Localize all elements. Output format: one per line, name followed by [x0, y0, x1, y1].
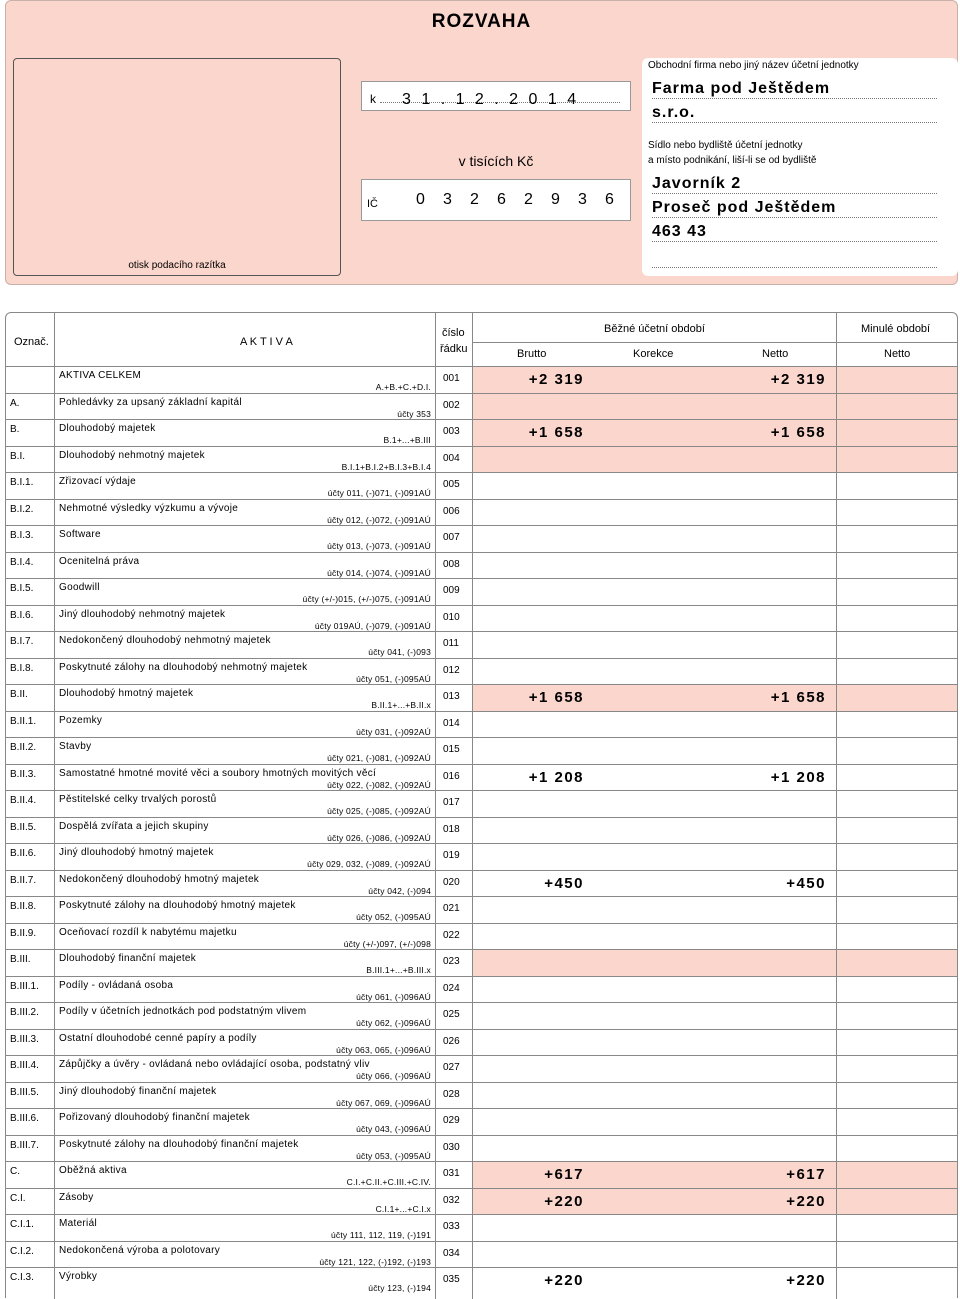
- table-row: [6, 446, 957, 473]
- table-row: [6, 896, 957, 923]
- table-row: [6, 552, 957, 579]
- row-number: 033: [443, 1221, 460, 1232]
- row-accounts: účty 123, (-)194: [368, 1283, 431, 1293]
- row-accounts: účty 029, 032, (-)089, (-)092AÚ: [307, 859, 431, 869]
- row-code: B.: [10, 424, 20, 435]
- ic-digit: 9: [551, 191, 560, 208]
- row-code: B.II.5.: [10, 821, 37, 833]
- row-code: B.I.7.: [10, 636, 34, 647]
- row-number: 025: [443, 1009, 460, 1020]
- netto-value[interactable]: +1 208: [770, 768, 826, 786]
- date-field[interactable]: [361, 81, 631, 111]
- row-number: 028: [443, 1088, 460, 1100]
- row-name: Zřizovací výdaje: [59, 476, 137, 487]
- row-name: Nedokončená výroba a polotovary: [59, 1244, 221, 1256]
- row-code: B.I.4.: [10, 556, 34, 568]
- row-code: B.II.2.: [10, 742, 37, 753]
- row-name: Jiný dlouhodobý hmotný majetek: [59, 847, 214, 858]
- row-accounts: B.II.1+...+B.II.x: [371, 700, 431, 710]
- col-netto: Netto: [762, 348, 789, 360]
- row-accounts: účty 042, (-)094: [368, 885, 431, 896]
- brutto-value[interactable]: +2 319: [528, 371, 584, 388]
- row-name: Poskytnuté zálohy na dlouhodobý nehmotný majetek: [59, 661, 308, 673]
- row-name: Materiál: [59, 1218, 97, 1229]
- row-number: 018: [443, 823, 460, 835]
- row-highlight: [472, 394, 957, 420]
- row-accounts: účty 022, (-)082, (-)092AÚ: [327, 779, 431, 790]
- table-row: [6, 605, 957, 632]
- row-code: B.III.2.: [10, 1007, 39, 1018]
- col-netto-prev: Netto: [884, 348, 911, 360]
- row-accounts: účty 031, (-)092AÚ: [356, 726, 431, 737]
- row-number: 031: [443, 1168, 460, 1179]
- row-number: 009: [443, 585, 460, 596]
- row-code: B.III.1.: [10, 980, 39, 992]
- brutto-value[interactable]: +1 208: [528, 768, 584, 786]
- table-row: [6, 923, 957, 950]
- row-accounts: účty 011, (-)071, (-)091AÚ: [327, 488, 431, 498]
- row-code: B.I.6.: [10, 609, 34, 621]
- row-code: B.II.8.: [10, 901, 37, 912]
- row-name: Dlouhodobý majetek: [59, 423, 156, 434]
- table-row: [6, 817, 957, 844]
- row-name: Pohledávky za upsaný základní kapitál: [59, 396, 242, 408]
- brutto-value[interactable]: +617: [544, 1166, 584, 1183]
- row-accounts: účty 041, (-)093: [368, 647, 431, 657]
- row-accounts: účty 026, (-)086, (-)092AÚ: [327, 832, 431, 843]
- firm-line-1[interactable]: Farma pod Ještědem: [652, 80, 937, 99]
- row-number: 015: [443, 744, 460, 755]
- table-row: [6, 658, 957, 685]
- row-name: Pozemky: [59, 714, 103, 726]
- col-aktiva: A K T I V A: [240, 336, 293, 348]
- col-divider: [435, 313, 436, 1299]
- row-accounts: účty 066, (-)096AÚ: [356, 1071, 431, 1081]
- ic-digit: 6: [497, 191, 506, 208]
- table-row: [6, 1267, 957, 1294]
- ic-field[interactable]: [361, 179, 631, 221]
- table-row: [6, 843, 957, 870]
- row-accounts: účty 121, 122, (-)192, (-)193: [319, 1256, 431, 1267]
- address-label-1: Sídlo nebo bydliště účetní jednotky: [648, 140, 803, 151]
- row-name: Podíly - ovládaná osoba: [59, 979, 174, 991]
- row-number: 002: [443, 399, 460, 411]
- table-row: [6, 711, 957, 738]
- ic-digits: [407, 191, 623, 209]
- row-number: 034: [443, 1247, 460, 1259]
- row-code: B.III.4.: [10, 1060, 39, 1071]
- brutto-value[interactable]: +220: [544, 1272, 584, 1289]
- col-minule: Minulé období: [861, 323, 931, 335]
- row-number: 020: [443, 876, 460, 888]
- row-highlight: [472, 447, 957, 473]
- row-code: B.I.3.: [10, 530, 34, 541]
- col-bezne: Běžné účetní období: [604, 323, 705, 335]
- row-number: 006: [443, 505, 460, 517]
- row-accounts: B.III.1+...+B.III.x: [366, 965, 431, 975]
- row-name: Zásoby: [59, 1191, 94, 1203]
- row-number: 029: [443, 1115, 460, 1126]
- row-accounts: A.+B.+C.+D.I.: [375, 382, 431, 392]
- row-code: B.II.9.: [10, 927, 37, 939]
- brutto-value[interactable]: +1 658: [528, 689, 584, 706]
- row-name: Oceňovací rozdíl k nabytému majetku: [59, 926, 237, 938]
- table-row: [6, 1055, 957, 1082]
- balance-sheet-table: [5, 312, 958, 1298]
- table-row: [6, 764, 957, 791]
- col-korekce: Korekce: [633, 348, 674, 360]
- row-accounts: účty (+/-)097, (+/-)098: [343, 938, 431, 949]
- row-number: 013: [443, 691, 460, 702]
- row-name: Poskytnuté zálohy na dlouhodobý hmotný majetek: [59, 900, 296, 911]
- row-name: Zápůjčky a úvěry - ovládaná nebo ovládající osoba, podstatný vliv: [59, 1059, 370, 1070]
- row-code: B.II.6.: [10, 848, 37, 859]
- brutto-value[interactable]: +1 658: [528, 424, 584, 441]
- table-row: [6, 684, 957, 711]
- row-name: Dlouhodobý hmotný majetek: [59, 688, 194, 699]
- row-accounts: účty 353: [397, 408, 431, 419]
- stamp-label: otisk podacího razítka: [128, 260, 226, 271]
- row-code: B.I.8.: [10, 662, 34, 674]
- table-row: [6, 1214, 957, 1241]
- row-code: B.II.7.: [10, 874, 37, 886]
- row-name: Nehmotné výsledky výzkumu a vývoje: [59, 502, 239, 514]
- row-name: Stavby: [59, 741, 92, 752]
- table-row: [6, 393, 957, 420]
- date-value: 3 1 . 1 2 . 2 0 1 4: [402, 91, 580, 108]
- ic-digit: 3: [578, 191, 587, 208]
- table-row: [6, 525, 957, 552]
- row-name: Dospělá zvířata a jejich skupiny: [59, 820, 209, 832]
- col-divider: [836, 313, 837, 1299]
- col-radku: řádku: [440, 343, 468, 355]
- row-name: Software: [59, 529, 101, 540]
- row-code: B.III.6.: [10, 1113, 39, 1124]
- netto-value[interactable]: +1 658: [770, 424, 826, 441]
- row-accounts: účty 013, (-)073, (-)091AÚ: [327, 541, 431, 551]
- ic-digit: 0: [416, 191, 425, 208]
- row-name: AKTIVA CELKEM: [59, 370, 142, 381]
- row-name: Jiný dlouhodobý finanční majetek: [59, 1085, 217, 1097]
- address-line-1[interactable]: Javorník 2: [652, 175, 937, 194]
- netto-value[interactable]: +220: [786, 1272, 826, 1289]
- header-divider: [472, 342, 957, 343]
- table-row: [6, 737, 957, 764]
- row-code: B.III.7.: [10, 1139, 39, 1151]
- row-accounts: účty 025, (-)085, (-)092AÚ: [327, 806, 431, 816]
- units-label: v tisících Kč: [458, 153, 534, 169]
- row-code: B.III.5.: [10, 1086, 39, 1098]
- row-code: B.I.5.: [10, 583, 34, 594]
- row-code: C.I.: [10, 1192, 26, 1204]
- table-row: [6, 631, 957, 658]
- table-row: [6, 1029, 957, 1056]
- address-line-3[interactable]: 463 43: [652, 223, 937, 242]
- row-number: 010: [443, 611, 460, 623]
- row-number: 004: [443, 452, 460, 464]
- table-row: [6, 1161, 957, 1188]
- company-panel: [642, 58, 958, 276]
- col-divider: [472, 313, 473, 1299]
- row-name: Jiný dlouhodobý nehmotný majetek: [59, 608, 226, 620]
- row-name: Pořizovaný dlouhodobý finanční majetek: [59, 1112, 250, 1123]
- table-row: [6, 499, 957, 526]
- row-accounts: účty 012, (-)072, (-)091AÚ: [327, 514, 431, 525]
- row-accounts: C.I.1+...+C.I.x: [375, 1203, 431, 1214]
- row-accounts: účty 021, (-)081, (-)092AÚ: [327, 753, 431, 763]
- row-number: 019: [443, 850, 460, 861]
- row-accounts: účty 043, (-)096AÚ: [356, 1124, 431, 1134]
- row-name: Ocenitelná práva: [59, 555, 140, 567]
- table-row: [6, 1188, 957, 1215]
- netto-value[interactable]: +2 319: [770, 371, 826, 388]
- row-name: Nedokončený dlouhodobý nehmotný majetek: [59, 635, 271, 646]
- ic-digit: 6: [605, 191, 614, 208]
- row-code: C.I.2.: [10, 1245, 34, 1257]
- row-code: B.I.2.: [10, 503, 34, 515]
- row-code: B.I.: [10, 450, 26, 462]
- table-row: [6, 1082, 957, 1109]
- row-accounts: účty 067, 069, (-)096AÚ: [336, 1097, 431, 1108]
- col-divider: [54, 313, 55, 1299]
- row-number: 008: [443, 558, 460, 570]
- row-accounts: účty (+/-)015, (+/-)075, (-)091AÚ: [302, 594, 431, 604]
- firm-line-2[interactable]: s.r.o.: [652, 104, 937, 123]
- table-row: [6, 976, 957, 1003]
- row-number: 017: [443, 797, 460, 808]
- table-row: [6, 1002, 957, 1029]
- col-brutto: Brutto: [517, 348, 547, 360]
- row-number: 024: [443, 982, 460, 994]
- ic-label: IČ: [367, 198, 378, 210]
- col-cislo: číslo: [442, 327, 465, 339]
- address-line-4[interactable]: [652, 249, 937, 268]
- table-row: [6, 1135, 957, 1162]
- row-number: 001: [443, 373, 460, 384]
- row-name: Podíly v účetních jednotkách pod podstatným vlivem: [59, 1006, 307, 1017]
- row-accounts: B.1+...+B.III: [383, 435, 431, 445]
- row-code: B.II.: [10, 689, 28, 700]
- row-accounts: C.I.+C.II.+C.III.+C.IV.: [346, 1177, 431, 1187]
- row-name: Goodwill: [59, 582, 100, 593]
- row-code: B.II.1.: [10, 715, 37, 727]
- form-title: ROZVAHA: [431, 11, 532, 32]
- row-accounts: B.I.1+B.I.2+B.I.3+B.I.4: [341, 461, 431, 472]
- row-number: 014: [443, 717, 460, 729]
- table-row: [6, 1108, 957, 1135]
- stamp-box: [13, 58, 341, 276]
- row-code: C.: [10, 1166, 20, 1177]
- row-accounts: účty 052, (-)095AÚ: [356, 912, 431, 922]
- row-number: 011: [443, 638, 459, 649]
- table-row: [6, 366, 957, 393]
- row-name: Oběžná aktiva: [59, 1165, 127, 1176]
- row-number: 016: [443, 770, 460, 782]
- ic-digit: 3: [443, 191, 452, 208]
- row-code: C.I.1.: [10, 1219, 34, 1230]
- netto-value[interactable]: +220: [786, 1192, 826, 1210]
- row-name: Výrobky: [59, 1271, 98, 1282]
- table-row: [6, 790, 957, 817]
- row-number: 021: [443, 903, 460, 914]
- date-prefix: k: [370, 92, 376, 106]
- firm-label: Obchodní firma nebo jiný název účetní jednotky: [648, 60, 859, 71]
- table-row: [6, 472, 957, 499]
- row-accounts: účty 063, 065, (-)096AÚ: [336, 1044, 431, 1055]
- row-code: B.II.4.: [10, 795, 37, 806]
- form-header: [5, 0, 958, 285]
- row-number: 032: [443, 1194, 460, 1206]
- row-highlight: [472, 950, 957, 976]
- netto-value[interactable]: +617: [786, 1166, 826, 1183]
- brutto-value[interactable]: +220: [544, 1192, 584, 1210]
- row-name: Pěstitelské celky trvalých porostů: [59, 794, 217, 805]
- row-number: 027: [443, 1062, 460, 1073]
- table-row: [6, 949, 957, 976]
- row-accounts: účty 111, 112, 119, (-)191: [330, 1230, 431, 1240]
- row-code: C.I.3.: [10, 1272, 34, 1283]
- date-dotted-line: [380, 88, 620, 108]
- row-accounts: účty 062, (-)096AÚ: [356, 1018, 431, 1028]
- row-name: Ostatní dlouhodobé cenné papíry a podíly: [59, 1032, 257, 1044]
- table-row: [6, 1241, 957, 1268]
- row-number: 023: [443, 956, 460, 967]
- row-number: 022: [443, 929, 460, 941]
- row-number: 012: [443, 664, 460, 676]
- row-number: 035: [443, 1274, 460, 1285]
- row-name: Nedokončený dlouhodobý hmotný majetek: [59, 873, 260, 885]
- brutto-value[interactable]: +450: [544, 874, 584, 892]
- address-line-2[interactable]: Proseč pod Ještědem: [652, 199, 937, 218]
- row-name: Samostatné hmotné movité věci a soubory hmotných movitých věcí: [59, 767, 377, 779]
- row-number: 005: [443, 479, 460, 490]
- row-number: 030: [443, 1141, 460, 1153]
- table-row: [6, 419, 957, 446]
- ic-digit: 2: [524, 191, 533, 208]
- row-number: 007: [443, 532, 460, 543]
- netto-value[interactable]: +1 658: [770, 689, 826, 706]
- row-name: Dlouhodobý finanční majetek: [59, 953, 197, 964]
- netto-value[interactable]: +450: [786, 874, 826, 892]
- col-ozn: Označ.: [14, 336, 49, 348]
- row-code: B.I.1.: [10, 477, 34, 488]
- row-accounts: účty 014, (-)074, (-)091AÚ: [327, 567, 431, 578]
- row-number: 026: [443, 1035, 460, 1047]
- row-accounts: účty 061, (-)096AÚ: [356, 991, 431, 1002]
- row-accounts: účty 019AÚ, (-)079, (-)091AÚ: [314, 620, 431, 631]
- row-code: A.: [10, 397, 20, 409]
- address-label-2: a místo podnikání, liší-li se od bydliště: [648, 155, 817, 166]
- row-accounts: účty 051, (-)095AÚ: [356, 673, 431, 684]
- row-code: B.III.: [10, 954, 31, 965]
- row-name: Dlouhodobý nehmotný majetek: [59, 449, 205, 461]
- row-accounts: účty 053, (-)095AÚ: [356, 1150, 431, 1161]
- row-number: 003: [443, 426, 460, 437]
- table-row: [6, 578, 957, 605]
- row-code: B.III.3.: [10, 1033, 39, 1045]
- row-code: B.II.3.: [10, 768, 37, 780]
- row-name: Poskytnuté zálohy na dlouhodobý finanční majetek: [59, 1138, 299, 1150]
- ic-digit: 2: [470, 191, 479, 208]
- table-row: [6, 870, 957, 897]
